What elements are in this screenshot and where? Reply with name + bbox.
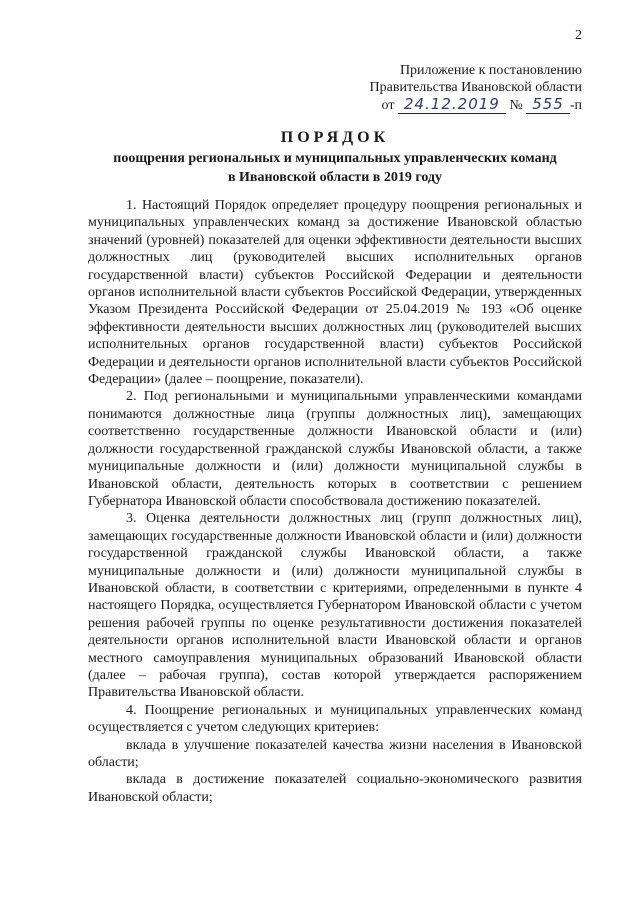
paragraph-1: 1. Настоящий Порядок определяет процедуру поощрения региональных и муниципальных управленческих команд за достижение Ивановской областью значений (уровней) показателей для оценки эффективности деятельности высших должностных лиц (руководителей высших исполнительных органов государственной власти) субъектов Российской Федерации и деятельности органов исполнительной власти субъектов Российской Федерации, утвержденных Указом Президента Российской Федерации от 25.04.2019 № 193 «Об оценке эффективности деятельности высших должностных лиц (руководителей высших исполнительных органов государственной власти) субъектов Российской Федерации и деятельности органов исполнительной власти субъектов Российской Федерации» (далее – поощрение, показатели). (88, 198, 582, 388)
criterion-item-1: вклада в улучшение показателей качества жизни населения в Ивановской области; (88, 737, 582, 770)
number-sign: № (509, 98, 523, 113)
document-title: ПОРЯДОК (280, 129, 390, 146)
document-subtitle-line-2: в Ивановской области в 2019 году (227, 170, 443, 185)
handwritten-date: 24.12.2019 (398, 95, 506, 114)
paragraph-4: 4. Поощрение региональных и муниципальных управленческих команд осуществляется с учетом следующих критериев: (88, 702, 582, 736)
annex-date-line (362, 96, 582, 114)
handwritten-number: 555 (526, 95, 570, 114)
criterion-item-2: вклада в достижение показателей социально-экономического развития Ивановской области; (88, 772, 582, 805)
document-subtitle-line-1: поощрения региональных и муниципальных управленческих команд (113, 151, 557, 166)
page-number: 2 (575, 28, 582, 43)
annex-line-2: Правительства Ивановской области (369, 80, 582, 95)
annex-line-1: Приложение к постановлению (399, 63, 582, 78)
date-prefix: от (381, 98, 395, 113)
paragraph-2: 2. Под региональными и муниципальными управленческими командами понимаются должностные лица (группы должностных лиц), замещающих соответственно государственные должности Ивановской области и (или) должности государственной гражданской службы Ивановской области, а также муниципальные должности и (или) должности муниципальной службы в Ивановской области, деятельность которых в соответствии с решением Губернатора Ивановской области способствовала достижению показателей. (88, 389, 582, 509)
document-body (88, 197, 582, 806)
paragraph-3: 3. Оценка деятельности должностных лиц (групп должностных лиц), замещающих государственные должности Ивановской области и (или) должности государственной гражданской службы Ивановской области, а также муниципальные должности и (или) должности муниципальной службы в Ивановской области, в соответствии с критериями, определенными в пункте 4 настоящего Порядка, осуществляется Губернатором Ивановской области с учетом решения рабочей группы по оценке результативности достижения показателей деятельности органов исполнительной власти Ивановской области и органов местного самоуправления муниципальных образований Ивановской области (далее – рабочая группа), состав которой утверждается распоряжением Правительства Ивановской области. (88, 511, 582, 701)
document-heading (88, 128, 582, 186)
number-suffix: -п (569, 98, 582, 113)
annex-block (362, 62, 582, 114)
